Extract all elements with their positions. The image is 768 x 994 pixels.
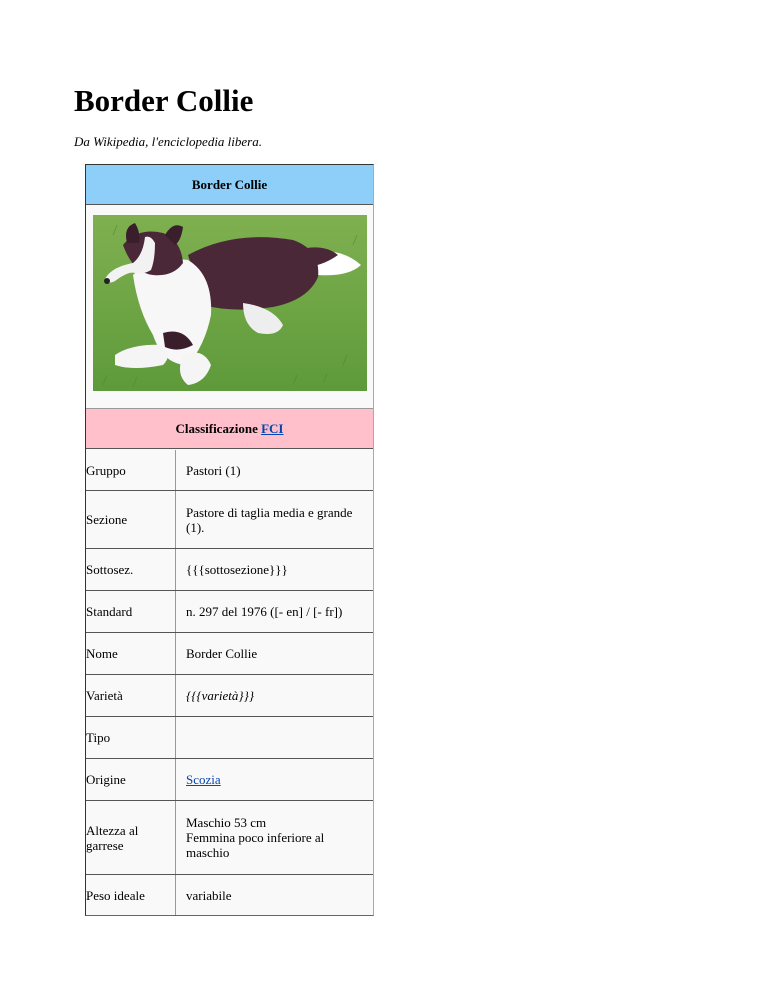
row-label: Peso ideale	[86, 875, 176, 915]
row-value: variabile	[186, 887, 232, 903]
row-label: Gruppo	[86, 450, 176, 490]
infobox-row-origine	[86, 759, 373, 801]
infobox-row-altezza	[86, 801, 373, 875]
infobox	[85, 164, 374, 916]
row-value	[186, 801, 367, 874]
row-label: Tipo	[86, 717, 176, 758]
infobox-row-sezione	[86, 491, 373, 549]
row-label: Nome	[86, 633, 176, 674]
border-collie-photo[interactable]	[93, 215, 367, 391]
row-label: Sezione	[86, 491, 176, 548]
row-label: Altezza al garrese	[86, 801, 176, 874]
row-value	[186, 717, 367, 758]
infobox-header: Border Collie	[86, 165, 373, 205]
row-label: Sottosez.	[86, 549, 176, 590]
row-value: {{{varietà}}}	[186, 688, 255, 703]
row-value: n. 297 del 1976 ([- en] / [- fr])	[186, 604, 343, 619]
row-label: Origine	[86, 759, 176, 800]
infobox-image-cell	[86, 206, 373, 409]
row-value-line: Maschio 53 cm	[186, 815, 267, 830]
infobox-row-tipo	[86, 717, 373, 759]
infobox-row-varieta	[86, 675, 373, 717]
row-value: Border Collie	[186, 646, 258, 661]
infobox-classification-header	[86, 409, 373, 449]
infobox-row-standard	[86, 591, 373, 633]
row-value: {{{sottosezione}}}	[186, 562, 288, 577]
classification-label: Classificazione	[175, 420, 258, 436]
row-value: Pastore di taglia media e grande (1).	[186, 504, 353, 535]
fci-link[interactable]: FCI	[261, 420, 284, 436]
infobox-row-nome	[86, 633, 373, 675]
page-subtitle: Da Wikipedia, l'enciclopedia libera.	[74, 134, 262, 149]
row-label: Standard	[86, 591, 176, 632]
infobox-rows	[86, 450, 373, 915]
scozia-link[interactable]: Scozia	[186, 772, 221, 787]
infobox-row-peso	[86, 875, 373, 915]
infobox-row-gruppo	[86, 450, 373, 491]
infobox-row-sottosez	[86, 549, 373, 591]
row-label: Varietà	[86, 675, 176, 716]
row-value	[186, 759, 367, 800]
row-value: Pastori (1)	[186, 462, 241, 478]
page-title: Border Collie	[74, 83, 254, 118]
row-value-line: Femmina poco inferiore al maschio	[186, 830, 325, 860]
